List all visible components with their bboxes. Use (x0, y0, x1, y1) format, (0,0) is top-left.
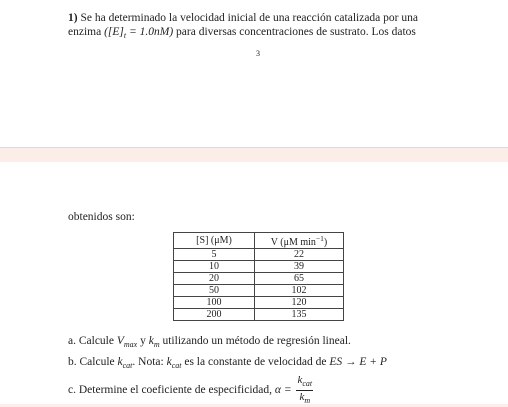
table-row: 200 135 (174, 309, 344, 321)
enzyme-concentration: $([E]_t = 1.0nM)$ (104, 26, 174, 40)
header-substrate: [S] (μM) (174, 233, 255, 249)
data-table (173, 232, 344, 321)
question-a: a. Calcule $V_{max}$ y $k_m$ utilizando un método de regresión lineal. (68, 335, 351, 349)
page-1 (0, 0, 508, 147)
page-number: 3 (256, 49, 260, 58)
table-row: 10 39 (174, 261, 344, 273)
table-row: 5 22 (174, 249, 344, 261)
table-row: 100 120 (174, 297, 344, 309)
specificity-fraction: $\frac{k_{cat}}{k_m}$ (297, 374, 313, 405)
problem-line-2: enzima $([E]_t = 1.0nM)$ para diversas concentraciones de sustrato. Los datos (68, 26, 416, 40)
page-2 (0, 162, 508, 404)
problem-number: 1) (68, 12, 78, 24)
header-velocity: V (μM $\min^{-1}$) (255, 233, 344, 249)
continuation-text: obtenidos son: (68, 211, 135, 223)
table-row: 50 102 (174, 285, 344, 297)
table-row: 20 65 (174, 273, 344, 285)
reaction-equation: ES → E + P (329, 356, 387, 368)
problem-line-1: 1) Se ha determinado la velocidad inicial de una reacción catalizada por una (68, 12, 418, 24)
table-header-row (174, 233, 344, 249)
question-c: c. Determine el coeficiente de especificidad, α = $\frac{k_{cat}}{k_m}$ (68, 374, 313, 405)
question-b: b. Calcule $k_{cat}$. Nota: $k_{cat}$ es la constante de velocidad de ES → E + P (68, 356, 387, 370)
page-divider (0, 147, 508, 148)
